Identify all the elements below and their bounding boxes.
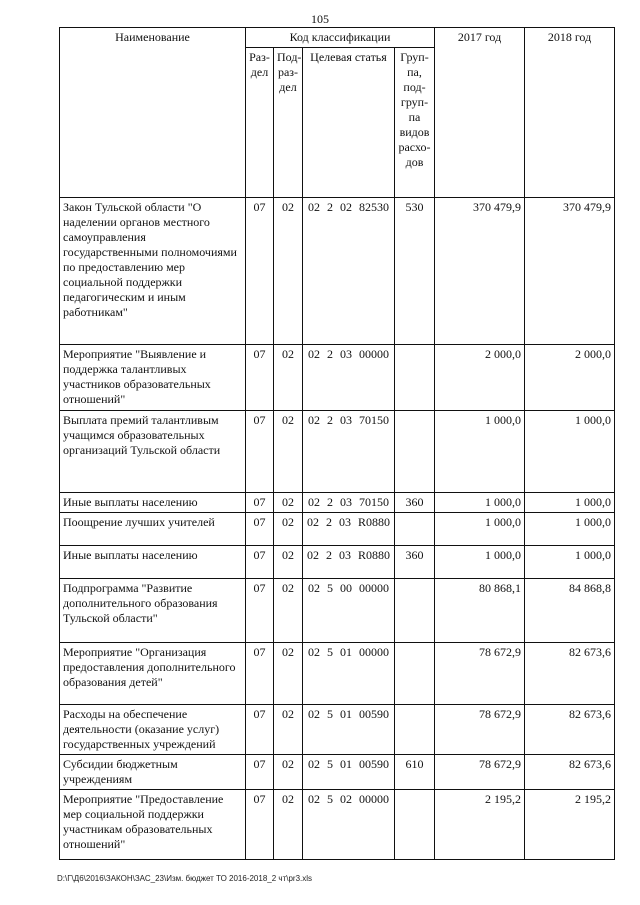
row-section: 07 [246,411,274,493]
table-row [60,643,615,705]
row-2017: 370 479,9 [435,198,525,345]
table-row [60,513,615,546]
budget-table [59,27,615,860]
row-group [395,705,435,755]
row-group [395,513,435,546]
row-2017: 2 000,0 [435,345,525,411]
row-target: 02 2 03 R0880 [303,546,395,579]
row-2018: 82 673,6 [525,705,615,755]
table-row [60,198,615,345]
row-subsection: 02 [274,790,303,860]
row-2017: 1 000,0 [435,493,525,513]
table-row [60,579,615,643]
row-2017: 2 195,2 [435,790,525,860]
row-2017: 78 672,9 [435,755,525,790]
row-group [395,345,435,411]
row-2017: 1 000,0 [435,411,525,493]
table-row [60,705,615,755]
row-2018: 84 868,8 [525,579,615,643]
header-code: Код классификации [246,28,435,48]
table-row [60,345,615,411]
row-2018: 1 000,0 [525,493,615,513]
row-target: 02 5 01 00000 [303,643,395,705]
row-section: 07 [246,790,274,860]
row-target: 02 5 01 00590 [303,705,395,755]
row-target: 02 2 03 R0880 [303,513,395,546]
row-group [395,411,435,493]
row-2017: 1 000,0 [435,513,525,546]
row-group: 610 [395,755,435,790]
row-target: 02 5 02 00000 [303,790,395,860]
row-name: Поощрение лучших учителей [60,513,246,546]
row-name: Мероприятие "Предоставление мер социальной поддержки участникам образовательных отношений" [60,790,246,860]
row-subsection: 02 [274,411,303,493]
row-name: Субсидии бюджетным учреждениям [60,755,246,790]
row-target: 02 2 03 70150 [303,493,395,513]
row-name: Расходы на обеспечение деятельности (оказание услуг) государственных учреждений [60,705,246,755]
header-name: Наименование [60,28,246,198]
row-subsection: 02 [274,643,303,705]
row-2018: 2 000,0 [525,345,615,411]
row-target: 02 5 01 00590 [303,755,395,790]
header-target: Целевая статья [303,48,395,198]
table-row [60,493,615,513]
row-subsection: 02 [274,546,303,579]
row-section: 07 [246,643,274,705]
header-2018: 2018 год [525,28,615,198]
row-section: 07 [246,755,274,790]
table-row [60,790,615,860]
header-group: Груп- па, под- груп- па видов расхо- дов [395,48,435,198]
row-2018: 82 673,6 [525,755,615,790]
row-name: Мероприятие "Выявление и поддержка талантливых участников образовательных отношений" [60,345,246,411]
row-2017: 1 000,0 [435,546,525,579]
row-group [395,579,435,643]
row-section: 07 [246,546,274,579]
row-2018: 1 000,0 [525,411,615,493]
table-row [60,755,615,790]
row-section: 07 [246,345,274,411]
row-target: 02 2 02 82530 [303,198,395,345]
row-2018: 1 000,0 [525,513,615,546]
row-2017: 80 868,1 [435,579,525,643]
row-group: 360 [395,546,435,579]
row-target: 02 2 03 70150 [303,411,395,493]
row-subsection: 02 [274,198,303,345]
row-group [395,790,435,860]
row-2018: 1 000,0 [525,546,615,579]
row-subsection: 02 [274,513,303,546]
row-section: 07 [246,705,274,755]
table-row [60,411,615,493]
header-section: Раз- дел [246,48,274,198]
row-group: 530 [395,198,435,345]
row-name: Мероприятие "Организация предоставления дополнительного образования детей" [60,643,246,705]
row-group: 360 [395,493,435,513]
row-name: Иные выплаты населению [60,546,246,579]
header-2017: 2017 год [435,28,525,198]
row-2018: 370 479,9 [525,198,615,345]
row-subsection: 02 [274,579,303,643]
row-subsection: 02 [274,755,303,790]
row-2017: 78 672,9 [435,705,525,755]
row-subsection: 02 [274,345,303,411]
row-2017: 78 672,9 [435,643,525,705]
row-name: Иные выплаты населению [60,493,246,513]
page-number: 105 [311,12,329,26]
header-subsection: Под- раз- дел [274,48,303,198]
file-path-footer: D:\Г\Д6\2016\ЗАКОН\ЗАС_23\Изм. бюджет ТО 2016-2018_2 чт\pr3.xls [57,874,313,883]
table-row [60,546,615,579]
row-name: Подпрограмма "Развитие дополнительного образования Тульской области" [60,579,246,643]
row-name: Закон Тульской области "О наделении органов местного самоуправления государственными полномочиями по предоставлению мер социальной поддержки педагогическим и иным работникам" [60,198,246,345]
row-2018: 2 195,2 [525,790,615,860]
row-section: 07 [246,198,274,345]
row-subsection: 02 [274,493,303,513]
row-section: 07 [246,513,274,546]
row-2018: 82 673,6 [525,643,615,705]
row-section: 07 [246,579,274,643]
row-group [395,643,435,705]
row-section: 07 [246,493,274,513]
row-subsection: 02 [274,705,303,755]
row-target: 02 5 00 00000 [303,579,395,643]
row-target: 02 2 03 00000 [303,345,395,411]
row-name: Выплата премий талантливым учащимся образовательных организаций Тульской области [60,411,246,493]
